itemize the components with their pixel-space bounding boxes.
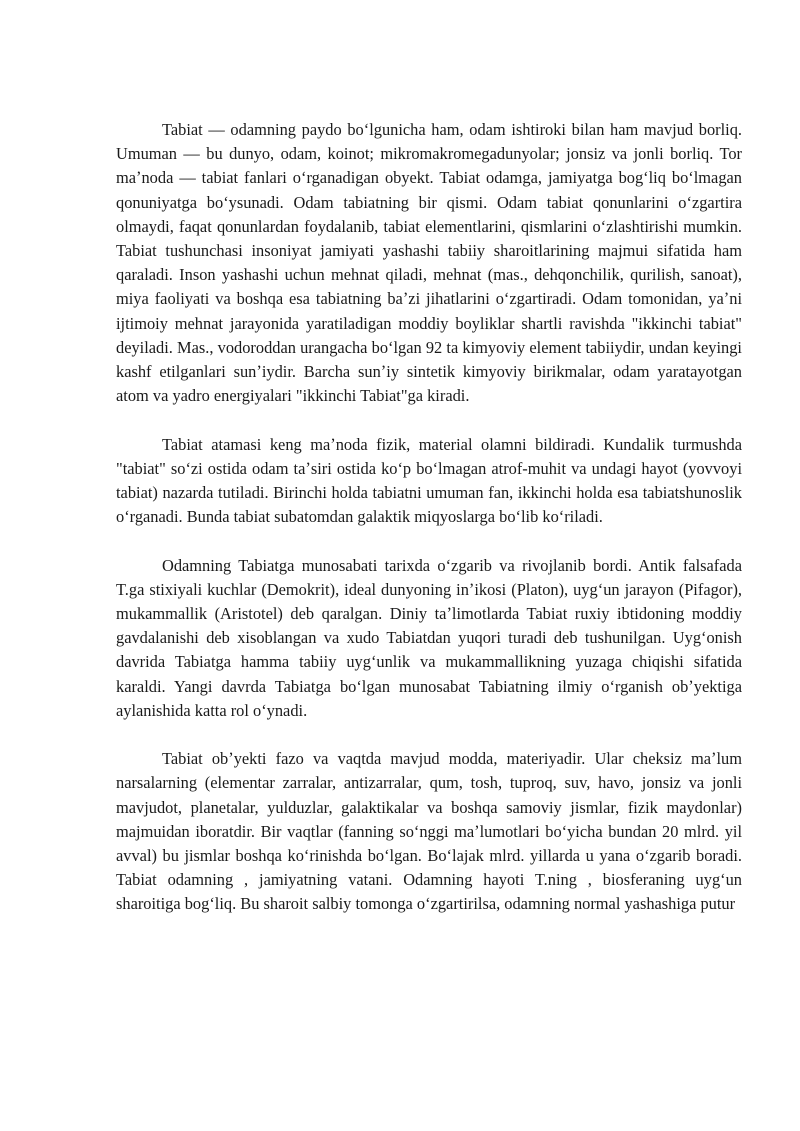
paragraph-1: Tabiat — odamning paydo boʻlgunicha ham, odam ishtiroki bilan ham mavjud borliq. Umuman — bu dunyo, odam, koinot; mikromakromegadunyolar; jonsiz va jonli borliq. Tor maʼnoda — tabiat fanlari oʻrganadigan obyekt. Tabiat odamga, jamiyatga bogʻliq boʻlmagan qonuniyatga boʻysunadi. Odam tabiatning bir qismi. Odam tabiat qonunlarini oʻzgartira olmaydi, faqat qonunlardan foydalanib, tabiat elementlarini, qismlarini oʻzlashtirishi mumkin. Tabiat tushunchasi insoniyat jamiyati yashashi tabiiy sharoitlarining majmui sifatida ham qaraladi. Inson yashashi uchun mehnat qiladi, mehnat (mas., dehqonchilik, qurilish, sanoat), miya faoliyati va boshqa esa tabiatning baʼzi jihatlarini oʻzgartiradi. Odam tomonidan, yaʼni ijtimoiy mehnat jarayonida yaratiladigan moddiy boyliklar shartli ravishda "ikkinchi tabiat" deyiladi. Mas., vodoroddan urangacha boʻlgan 92 ta kimyoviy element tabiiydir, undan keyingi kashf etilganlari sunʼiydir. Barcha sunʼiy sintetik kimyoviy birikmalar, odam yaratayotgan atom va yadro energiyalari "ikkinchi Tabiat"ga kiradi. — [116, 120, 742, 406]
paragraph-2: Tabiat atamasi keng maʼnoda fizik, material olamni bildiradi. Kundalik turmushda "tabiat" soʻzi ostida odam taʼsiri ostida koʻp boʻlmagan atrof-muhit va undagi hayot (yovvoyi tabiat) nazarda tutiladi. Birinchi holda tabiatni umuman fan, ikkinchi holda esa tabiatshunoslik oʻrganadi. Bunda tabiat subatomdan galaktik miqyoslarga boʻlib koʻriladi. — [116, 434, 742, 527]
paragraph-3: Odamning Tabiatga munosabati tarixda oʻzgarib va rivojlanib bordi. Antik falsafada T.ga stixiyali kuchlar (Demokrit), ideal dunyoning inʼikosi (Platon), uygʻun jarayon (Pifagor), mukammallik (Aristotel) deb qaralgan. Diniy taʼlimotlarda Tabiat ruxiy ibtidoning moddiy gavdalanishi deb xisoblangan va xudo Tabiatdan yuqori turadi deb tushunilgan. Uygʻonish davrida Tabiatga hamma tabiiy uygʻunlik va mukammallikning yuzaga chiqishi sifatida karaldi. Yangi davrda Tabiatga boʻlgan munosabat Tabiatning ilmiy oʻrganish obʼyektiga aylanishida katta rol oʻynadi. — [116, 555, 742, 720]
document-page — [116, 118, 742, 941]
paragraph-4: Tabiat obʼyekti fazo va vaqtda mavjud modda, materiyadir. Ular cheksiz maʼlum narsalarning (elementar zarralar, antizarralar, qum, tosh, tuproq, suv, havo, jonsiz va jonli mavjudot, planetalar, yulduzlar, galaktikalar va boshqa samoviy jismlar, fizik maydonlar) majmuidan iboratdir. Bir vaqtlar (fanning soʻnggi maʼlumotlari boʻyicha bundan 20 mlrd. yil avval) bu jismlar boshqa koʻrinishda boʻlgan. Boʻlajak mlrd. yillarda u yana oʻzgarib boradi. Tabiat odamning , jamiyatning vatani. Odamning hayoti T.ning , biosferaning uygʻun sharoitiga bogʻliq. Bu sharoit salbiy tomonga oʻzgartirilsa, odamning normal yashashiga putur — [116, 749, 742, 914]
